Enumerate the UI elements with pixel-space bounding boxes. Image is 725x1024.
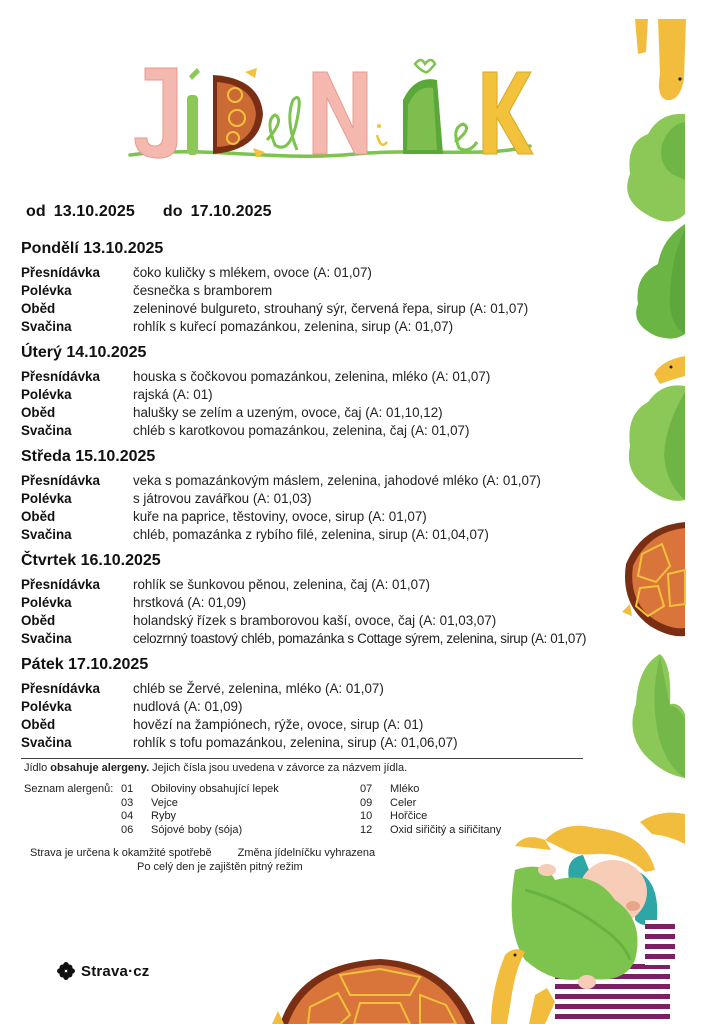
meal-text: chléb, pomazánka z rybího filé, zelenina, sirup (A: 01,04,07)	[133, 527, 489, 542]
meal-label: Svačina	[21, 527, 72, 542]
allergen-item	[121, 810, 176, 824]
allergen-code: 03	[121, 796, 134, 809]
meal-text: zeleninové bulgureto, strouhaný sýr, červená řepa, sirup (A: 01,07)	[133, 301, 529, 316]
date-range	[26, 203, 272, 221]
notice-prefix: Jídlo	[24, 762, 51, 774]
meal-row	[21, 404, 701, 422]
meal-text: s játrovou zavářkou (A: 01,03)	[133, 491, 312, 506]
meal-text: veka s pomazánkovým máslem, zelenina, jahodové mléko (A: 01,07)	[133, 473, 541, 488]
footer-change-notice: Změna jídelníčku vyhrazena	[237, 847, 376, 859]
meal-label: Polévka	[21, 699, 72, 714]
snake-illustration	[635, 19, 686, 100]
meal-row	[21, 594, 701, 612]
meal-label: Polévka	[21, 283, 72, 298]
child-with-leaf-illustration	[485, 810, 725, 1024]
meal-row	[21, 612, 701, 630]
meal-text: chléb s karotkovou pomazánkou, zelenina, čaj (A: 01,07)	[133, 423, 470, 438]
allergen-code: 09	[360, 796, 373, 809]
from-date: 13.10.2025	[53, 203, 135, 220]
footer-consumption: Strava je určena k okamžité spotřebě	[30, 847, 212, 859]
day-title: Pondělí 13.10.2025	[21, 240, 164, 257]
meal-row	[21, 526, 701, 544]
to-date: 17.10.2025	[190, 203, 272, 220]
meal-text: holandský řízek s bramborovou kaší, ovoce, čaj (A: 01,03,07)	[133, 613, 497, 628]
meal-text: rohlík s kuřecí pomazánkou, zelenina, sirup (A: 01,07)	[133, 319, 454, 334]
meal-text: nudlová (A: 01,09)	[133, 699, 243, 714]
jidelnicek-logo	[125, 50, 535, 175]
meal-row	[21, 422, 701, 440]
meal-label: Oběd	[21, 405, 56, 420]
day-section	[21, 550, 701, 648]
allergen-name: Obiloviny obsahující lepek	[151, 783, 279, 795]
meal-text: rohlík s tofu pomazánkou, zelenina, sirup (A: 01,06,07)	[133, 735, 458, 750]
allergen-item	[360, 783, 419, 797]
meal-text: chléb se Žervé, zelenina, mléko (A: 01,07)	[133, 681, 384, 696]
meal-label: Přesnídávka	[21, 265, 100, 280]
meal-row	[21, 630, 701, 648]
from-label: od	[26, 203, 46, 220]
notice-suffix: Jejich čísla jsou uvedena v závorce za názvem jídla.	[149, 762, 408, 774]
allergen-item	[360, 810, 427, 824]
meal-label: Polévka	[21, 491, 72, 506]
meal-row	[21, 368, 701, 386]
allergen-code: 06	[121, 823, 134, 836]
meal-row	[21, 472, 701, 490]
allergen-name: Vejce	[151, 796, 178, 809]
turtle-shell-illustration	[270, 955, 480, 1024]
allergen-item	[121, 797, 178, 811]
to-label: do	[162, 203, 183, 220]
meal-row	[21, 282, 701, 300]
day-title: Pátek 17.10.2025	[21, 656, 149, 673]
footer-line-1	[30, 847, 375, 859]
meal-row	[21, 264, 701, 282]
meal-text: kuře na paprice, těstoviny, ovoce, sirup (A: 01,07)	[133, 509, 427, 524]
meal-label: Oběd	[21, 717, 56, 732]
meal-label: Oběd	[21, 613, 56, 628]
meal-label: Svačina	[21, 631, 72, 646]
meal-text: hovězí na žampiónech, rýže, ovoce, sirup (A: 01)	[133, 717, 424, 732]
meal-text: celozrnný toastový chléb, pomazánka s Cottage sýrem, zelenina, sirup (A: 01,07)	[133, 631, 587, 646]
allergen-item	[360, 797, 416, 811]
allergen-notice	[24, 762, 407, 774]
day-title: Středa 15.10.2025	[21, 448, 156, 465]
allergen-item	[121, 783, 279, 797]
allergen-name: Ryby	[151, 810, 177, 822]
notice-bold: obsahuje alergeny.	[50, 762, 150, 774]
meal-row	[21, 386, 701, 404]
footer-drinking: Po celý den je zajištěn pitný režim	[137, 861, 303, 873]
meal-label: Přesnídávka	[21, 473, 100, 488]
allergen-code: 10	[360, 810, 373, 822]
day-section	[21, 342, 701, 440]
allergen-name: Mléko	[390, 783, 420, 795]
divider	[21, 758, 583, 759]
meal-label: Oběd	[21, 509, 56, 524]
meal-label: Přesnídávka	[21, 577, 100, 592]
meal-row	[21, 698, 701, 716]
allergen-item	[121, 824, 242, 838]
meal-text: česnečka s bramborem	[133, 283, 273, 298]
day-title: Úterý 14.10.2025	[21, 344, 147, 361]
day-title: Čtvrtek 16.10.2025	[21, 552, 161, 569]
meal-label: Svačina	[21, 735, 72, 750]
meal-label: Přesnídávka	[21, 681, 100, 696]
menu-days	[21, 238, 701, 758]
allergen-item	[360, 824, 501, 838]
day-section	[21, 446, 701, 544]
meal-row	[21, 680, 701, 698]
day-section	[21, 238, 701, 336]
allergen-name: Oxid siřičitý a siřičitany	[390, 823, 502, 836]
allergen-code: 07	[360, 783, 373, 795]
allergen-code: 01	[121, 783, 134, 795]
meal-row	[21, 734, 701, 752]
day-section	[21, 654, 701, 752]
allergen-code: 12	[360, 823, 373, 836]
meal-row	[21, 490, 701, 508]
flower-icon	[57, 962, 75, 980]
allergen-name: Hořčice	[390, 810, 428, 822]
meal-text: čoko kuličky s mlékem, ovoce (A: 01,07)	[133, 265, 372, 280]
meal-row	[21, 508, 701, 526]
meal-text: rajská (A: 01)	[133, 387, 213, 402]
allergen-list-label: Seznam alergenů:	[24, 783, 114, 795]
meal-row	[21, 576, 701, 594]
meal-row	[21, 318, 701, 336]
meal-label: Polévka	[21, 595, 72, 610]
meal-text: hrstková (A: 01,09)	[133, 595, 247, 610]
meal-text: rohlík se šunkovou pěnou, zelenina, čaj (A: 01,07)	[133, 577, 431, 592]
meal-label: Svačina	[21, 423, 72, 438]
meal-row	[21, 716, 701, 734]
meal-label: Přesnídávka	[21, 369, 100, 384]
meal-label: Oběd	[21, 301, 56, 316]
meal-text: houska s čočkovou pomazánkou, zelenina, mléko (A: 01,07)	[133, 369, 491, 384]
meal-label: Svačina	[21, 319, 72, 334]
meal-text: halušky se zelím a uzeným, ovoce, čaj (A: 01,10,12)	[133, 405, 443, 420]
meal-row	[21, 300, 701, 318]
allergen-name: Celer	[390, 796, 417, 809]
allergen-name: Sójové boby (sója)	[151, 823, 243, 836]
leaf-illustration	[627, 114, 685, 222]
allergen-code: 04	[121, 810, 134, 822]
meal-label: Polévka	[21, 387, 72, 402]
brand-name: Strava·cz	[81, 962, 150, 980]
strava-brand	[57, 962, 150, 980]
